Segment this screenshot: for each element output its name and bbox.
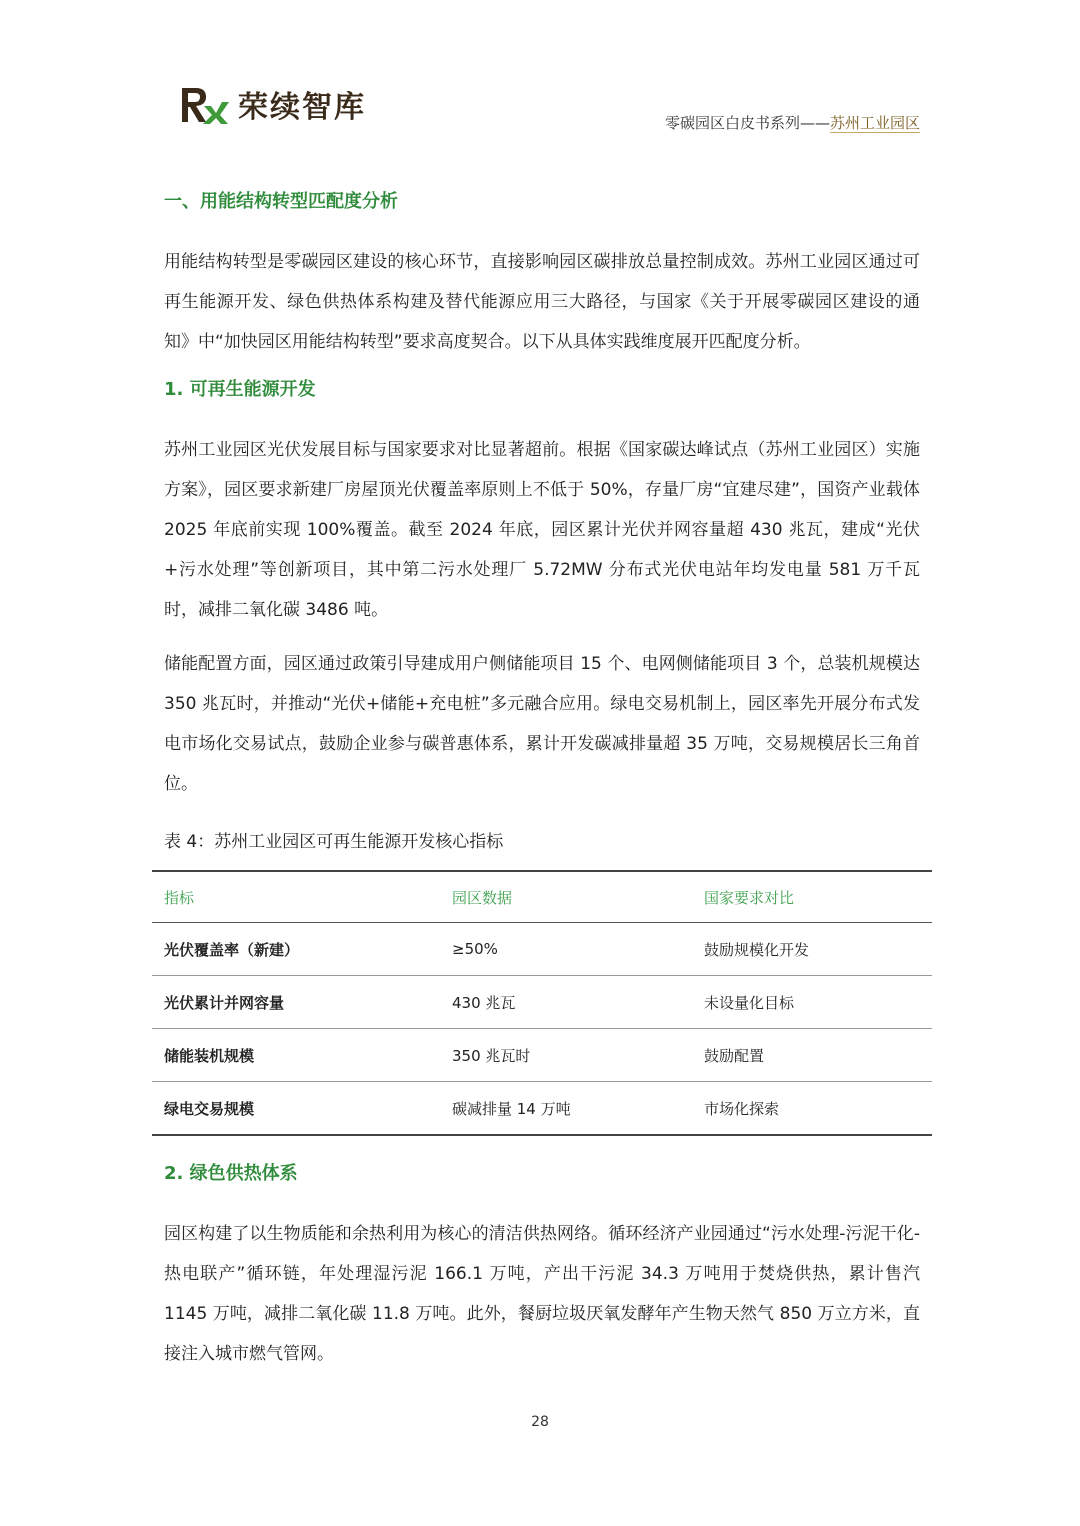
series-title xyxy=(665,112,920,133)
logo-text: 荣续智库 xyxy=(238,90,366,125)
table-header-indicator: 指标 xyxy=(152,871,440,923)
indicator-table xyxy=(152,870,932,1136)
series-prefix: 零碳园区白皮书系列—— xyxy=(664,114,830,132)
table-row xyxy=(152,1082,932,1136)
table-header-row xyxy=(152,871,932,923)
logo-rx-icon xyxy=(176,82,230,126)
table-cell: 350 兆瓦时 xyxy=(440,1029,692,1082)
table-cell: 碳减排量 14 万吨 xyxy=(440,1082,692,1136)
table-cell: 鼓励配置 xyxy=(692,1029,932,1082)
paragraph: 苏州工业园区光伏发展目标与国家要求对比显著超前。根据《国家碳达峰试点（苏州工业园区）实施方案》，园区要求新建厂房屋顶光伏覆盖率原则上不低于 50%，存量厂房“宜建尽建”，国资产业载体 2025 年底前实现 100%覆盖。截至 2024 年底，园区累计光伏并网容量超 430 兆瓦，建成“光伏+污水处理”等创新项目，其中第二污水处理厂 5.72MW 分布式光伏电站年均发电量 581 万千瓦时，减排二氧化碳 3486 吨。 xyxy=(164,440,920,620)
table-header-national-comparison: 国家要求对比 xyxy=(692,871,932,923)
table-cell: 市场化探索 xyxy=(692,1082,932,1136)
subsection-heading-renewable: 1. 可再生能源开发 xyxy=(164,379,316,400)
table-row xyxy=(152,1029,932,1082)
table-cell: 绿电交易规模 xyxy=(152,1082,440,1136)
paragraph: 储能配置方面，园区通过政策引导建成用户侧储能项目 15 个、电网侧储能项目 3 个，总装机规模达 350 兆瓦时，并推动“光伏+储能+充电桩”多元融合应用。绿电交易机制上，园区率先开展分布式发电市场化交易试点，鼓励企业参与碳普惠体系，累计开发碳减排量超 35 万吨，交易规模居长三角首位。 xyxy=(164,654,920,794)
table-cell: 未设量化目标 xyxy=(692,976,932,1029)
table-row xyxy=(152,923,932,976)
table-cell: 鼓励规模化开发 xyxy=(692,923,932,976)
table-cell: 光伏覆盖率（新建） xyxy=(152,923,440,976)
logo xyxy=(176,82,366,126)
subsection-heading-heating: 2. 绿色供热体系 xyxy=(164,1163,298,1184)
section-heading-1: 一、用能结构转型匹配度分析 xyxy=(164,191,398,212)
table-header-park-data: 园区数据 xyxy=(440,871,692,923)
page-content xyxy=(164,188,920,1374)
page-number: 28 xyxy=(531,1414,549,1430)
table-cell: 430 兆瓦 xyxy=(440,976,692,1029)
paragraph: 用能结构转型是零碳园区建设的核心环节，直接影响园区碳排放总量控制成效。苏州工业园区通过可再生能源开发、绿色供热体系构建及替代能源应用三大路径，与国家《关于开展零碳园区建设的通知》中“加快园区用能结构转型”要求高度契合。以下从具体实践维度展开匹配度分析。 xyxy=(164,252,920,352)
page-header xyxy=(176,78,920,138)
table-caption: 表 4：苏州工业园区可再生能源开发核心指标 xyxy=(164,832,504,852)
table-cell: 光伏累计并网容量 xyxy=(152,976,440,1029)
table-cell: ≥50% xyxy=(440,923,692,976)
table-cell: 储能装机规模 xyxy=(152,1029,440,1082)
series-highlight: 苏州工业园区 xyxy=(829,114,920,132)
paragraph: 园区构建了以生物质能和余热利用为核心的清洁供热网络。循环经济产业园通过“污水处理-污泥干化-热电联产”循环链，年处理湿污泥 166.1 万吨，产出干污泥 34.3 万吨用于焚烧供热，累计售汽 1145 万吨，减排二氧化碳 11.8 万吨。此外，餐厨垃圾厌氧发酵年产生物天然气 850 万立方米，直接注入城市燃气管网。 xyxy=(164,1224,920,1364)
table-row xyxy=(152,976,932,1029)
